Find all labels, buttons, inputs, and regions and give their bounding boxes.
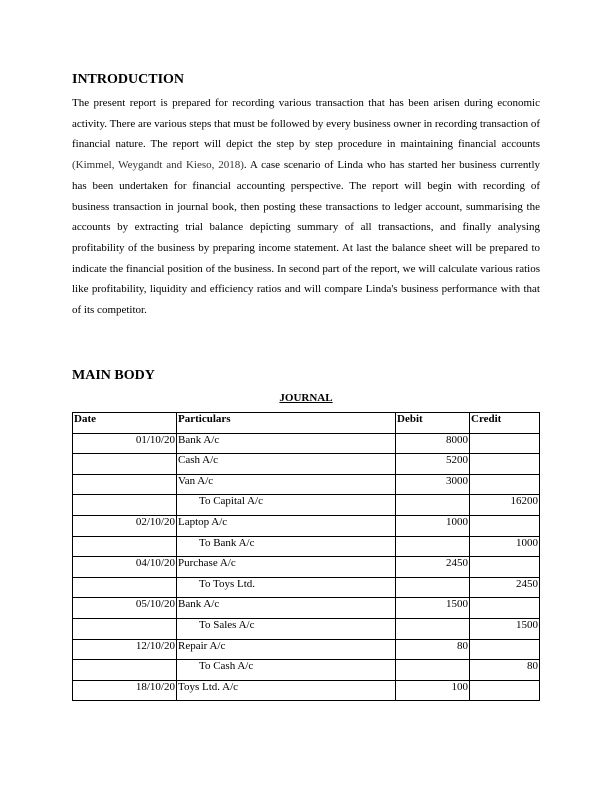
particulars-cell: To Toys Ltd. <box>177 577 396 598</box>
particulars-cell: Van A/c <box>177 474 396 495</box>
journal-table <box>72 412 540 701</box>
table-row <box>73 557 540 578</box>
table-row <box>73 515 540 536</box>
header-particulars: Particulars <box>177 413 396 434</box>
credit-cell <box>470 639 540 660</box>
header-debit: Debit <box>396 413 470 434</box>
credit-cell: 80 <box>470 660 540 681</box>
header-credit: Credit <box>470 413 540 434</box>
table-row <box>73 495 540 516</box>
credit-cell <box>470 557 540 578</box>
date-cell: 02/10/20 <box>73 515 177 536</box>
table-row <box>73 454 540 475</box>
debit-cell: 1500 <box>396 598 470 619</box>
credit-cell: 1500 <box>470 618 540 639</box>
credit-cell: 1000 <box>470 536 540 557</box>
intro-text-part-1: The present report is prepared for recording various transaction that has been arisen during economic activity. There are various steps that must be followed by every business owner in recording transaction of financial nature. The report will depict the step by step procedure in maintaining financial accounts <box>72 97 540 151</box>
date-cell <box>73 474 177 495</box>
date-cell: 05/10/20 <box>73 598 177 619</box>
particulars-cell: Bank A/c <box>177 433 396 454</box>
intro-text-part-2: . A case scenario of Linda who has started her business currently has been undertaken for financial accounting perspective. The report will begin with recording of business transaction in journal book, then posting these transactions to ledger account, summarising the accounts by extracting trial balance depicting summary of all transactions, and finally analysing profitability of the business by preparing income statement. At last the balance sheet will be prepared to indicate the financial position of the business. In second part of the report, we will calculate various ratios like profitability, liquidity and efficiency ratios and will compare Linda's business performance with that of its competitor. <box>72 159 541 317</box>
credit-cell <box>470 433 540 454</box>
date-cell: 04/10/20 <box>73 557 177 578</box>
particulars-cell: Toys Ltd. A/c <box>177 680 396 701</box>
debit-cell: 2450 <box>396 557 470 578</box>
table-row <box>73 660 540 681</box>
debit-cell <box>396 536 470 557</box>
table-row <box>73 598 540 619</box>
particulars-cell: Bank A/c <box>177 598 396 619</box>
date-cell <box>73 454 177 475</box>
journal-title: JOURNAL <box>279 392 333 404</box>
credit-cell <box>470 680 540 701</box>
credit-cell: 16200 <box>470 495 540 516</box>
credit-cell <box>470 474 540 495</box>
table-row <box>73 577 540 598</box>
table-row <box>73 474 540 495</box>
particulars-cell: Cash A/c <box>177 454 396 475</box>
date-cell <box>73 495 177 516</box>
particulars-cell: To Capital A/c <box>177 495 396 516</box>
table-row <box>73 639 540 660</box>
journal-header-row <box>73 413 540 434</box>
particulars-cell: Purchase A/c <box>177 557 396 578</box>
credit-cell <box>470 454 540 475</box>
date-cell: 01/10/20 <box>73 433 177 454</box>
particulars-cell: Repair A/c <box>177 639 396 660</box>
header-date: Date <box>73 413 177 434</box>
table-row <box>73 680 540 701</box>
debit-cell: 80 <box>396 639 470 660</box>
debit-cell: 3000 <box>396 474 470 495</box>
journal-body <box>73 433 540 701</box>
date-cell <box>73 618 177 639</box>
introduction-paragraph <box>72 93 540 321</box>
table-row <box>73 618 540 639</box>
debit-cell <box>396 660 470 681</box>
table-row <box>73 536 540 557</box>
particulars-cell: To Bank A/c <box>177 536 396 557</box>
debit-cell <box>396 495 470 516</box>
particulars-cell: To Sales A/c <box>177 618 396 639</box>
particulars-cell: Laptop A/c <box>177 515 396 536</box>
date-cell: 18/10/20 <box>73 680 177 701</box>
particulars-cell: To Cash A/c <box>177 660 396 681</box>
main-body-heading: MAIN BODY <box>72 368 155 383</box>
date-cell: 12/10/20 <box>73 639 177 660</box>
credit-cell: 2450 <box>470 577 540 598</box>
debit-cell: 5200 <box>396 454 470 475</box>
date-cell <box>73 536 177 557</box>
introduction-heading: INTRODUCTION <box>72 72 185 87</box>
debit-cell: 1000 <box>396 515 470 536</box>
debit-cell <box>396 577 470 598</box>
debit-cell: 8000 <box>396 433 470 454</box>
table-row <box>73 433 540 454</box>
date-cell <box>73 577 177 598</box>
credit-cell <box>470 598 540 619</box>
citation: (Kimmel, Weygandt and Kieso, 2018) <box>72 159 244 172</box>
credit-cell <box>470 515 540 536</box>
debit-cell: 100 <box>396 680 470 701</box>
debit-cell <box>396 618 470 639</box>
date-cell <box>73 660 177 681</box>
